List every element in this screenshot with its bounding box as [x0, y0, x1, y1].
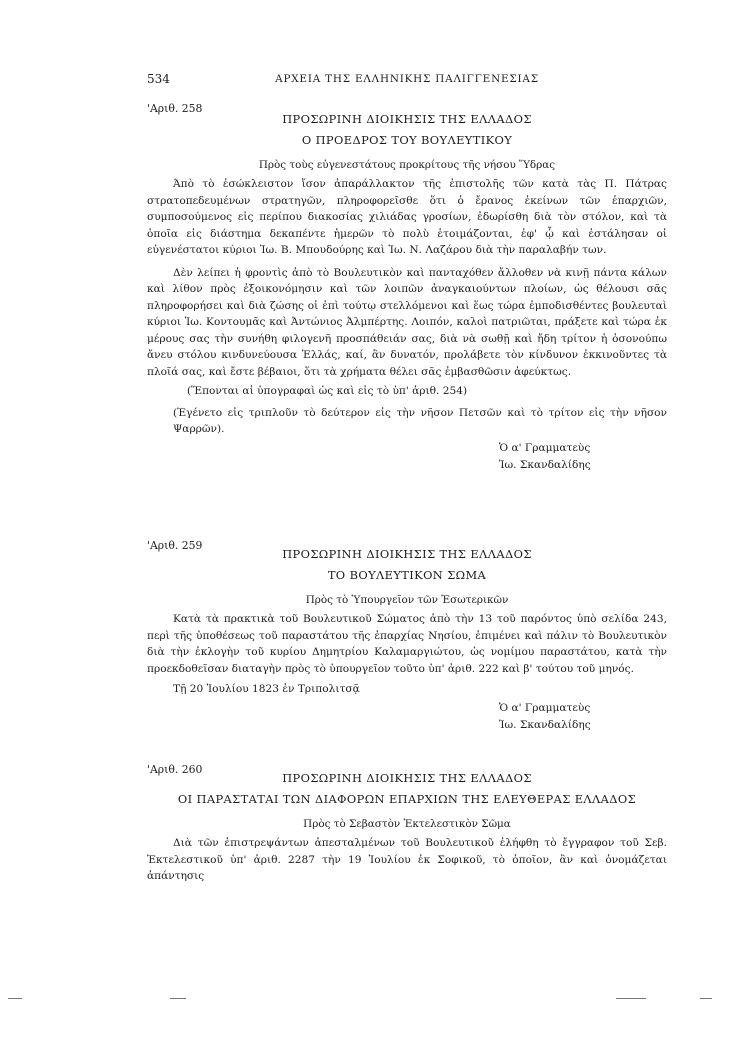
- signature-name: Ἰω. Σκανδαλίδης: [499, 718, 591, 731]
- scan-edge-mark: [700, 998, 712, 999]
- page-number: 534: [147, 72, 170, 86]
- document-date: Τῇ 20 Ἰουλίου 1823 ἐν Τριπολιτσᾷ: [173, 683, 360, 696]
- scan-edge-mark: [8, 998, 22, 999]
- document-258: [147, 101, 667, 474]
- scan-edge-mark: [616, 998, 646, 999]
- document-number: 'Αριθ. 258: [147, 102, 203, 115]
- running-header: [147, 70, 667, 86]
- document-subheading: ΤΟ ΒΟΥΛΕΥΤΙΚΟΝ ΣΩΜΑ: [327, 568, 487, 582]
- addressee: Πρὸς τὸ Ὑπουργεῖον τῶν Ἐσωτερικῶν: [305, 594, 509, 606]
- body-paragraph: Διὰ τῶν ἐπιστρεψάντων ἀπεσταλμένων τοῦ Βουλευτικοῦ ἐλήφθη τὸ ἔγγραφον τοῦ Σεβ. Ἐκτελεστικοῦ ὑπ' ἀριθ. 2287 τὴν 19 Ἰουλίου ἐκ Σοφικοῦ, τὸ ὁποῖον, ἂν καὶ ὀνομάζεται ἀπάντησις: [147, 837, 667, 883]
- addressee: Πρὸς τὸ Σεβαστὸν Ἐκτελεστικὸν Σῶμα: [303, 818, 511, 830]
- addressee: Πρὸς τοὺς εὐγενεστάτους προκρίτους τῆς νήσου Ὕδρας: [258, 159, 556, 171]
- editorial-note: (Ἐγένετο εἰς τριπλοῦν τὸ δεύτερον εἰς τὴν νῆσον Πετσῶν καὶ τὸ τρίτον εἰς τὴν νῆσον Ψαρρῶν).: [173, 406, 667, 436]
- document-heading: ΠΡΟΣΩΡΙΝΗ ΔΙΟΙΚΗΣΙΣ ΤΗΣ ΕΛΛΑΔΟΣ: [282, 771, 532, 785]
- document-subheading: Ο ΠΡΟΕΔΡΟΣ ΤΟΥ ΒΟΥΛΕΥΤΙΚΟΥ: [301, 133, 513, 147]
- document-subheading: ΟΙ ΠΑΡΑΣΤΑΤΑΙ ΤΩΝ ΔΙΑΦΟΡΩΝ ΕΠΑΡΧΙΩΝ ΤΗΣ ΕΛΕΥΘΕΡΑΣ ΕΛΛΑΔΟΣ: [177, 792, 637, 806]
- signature-name: Ἰω. Σκανδαλίδης: [499, 458, 591, 471]
- document-heading: ΠΡΟΣΩΡΙΝΗ ΔΙΟΙΚΗΣΙΣ ΤΗΣ ΕΛΛΑΔΟΣ: [282, 112, 532, 126]
- document-heading: ΠΡΟΣΩΡΙΝΗ ΔΙΟΙΚΗΣΙΣ ΤΗΣ ΕΛΛΑΔΟΣ: [282, 547, 532, 561]
- signature-title: Ὁ α' Γραμματεὺς: [499, 441, 591, 454]
- running-title: ΑΡΧΕΙΑ ΤΗΣ ΕΛΛΗΝΙΚΗΣ ΠΑΛΙΓΓΕΝΕΣΙΑΣ: [275, 73, 539, 85]
- body-paragraph: Ἀπὸ τὸ ἐσώκλειστον ἴσον ἀπαράλλακτον τῆς ἐπιστολῆς τῶν κατὰ τὰς Π. Πάτρας στρατοπεδευμένων στρατηγῶν, πληροφορεῖσθε ὅτι ὁ ἔρανος ἐκείνων τῶν ἐπαρχιῶν, συμποσούμενος εἰς περίπου διακοσίας χιλιάδας γροσίων, ἐδωρίσθη διὰ τὸν στόλον, καὶ τὰ ὁποῖα εἰς διάστημα δεκαπέντε ἡμερῶν τὸ πολὺ ἑτοιμάζονται, ἐφ' ᾧ καὶ ἐστάλησαν οἱ εὐγενέστατοι κύριοι Ἰω. Β. Μπουδούρης καὶ Ἰω. Ν. Λαζάρου διὰ τὴν παραλαβήν των.: [147, 178, 667, 257]
- signature-block: [499, 440, 667, 474]
- document-260: [147, 762, 667, 885]
- signature-title: Ὁ α' Γραμματεὺς: [499, 701, 591, 714]
- document-number: 'Αριθ. 259: [147, 539, 203, 552]
- body-paragraph: Κατὰ τὰ πρακτικὰ τοῦ Βουλευτικοῦ Σώματος ἀπὸ τὴν 13 τοῦ παρόντος ὑπὸ σελίδα 243, περὶ τῆς ὑποθέσεως τοῦ παραστάτου τῆς ἐπαρχίας Νησίου, ἐπιμένει καὶ πάλιν τὸ Βουλευτικὸν διὰ τὴν ἐκλογὴν τοῦ κυρίου Δημητρίου Καλαμαργιώτου, ὡς νομίμου παραστάτου, κατὰ τὴν προεκδοθεῖσαν διαταγὴν πρὸς τὸ ὑπουργεῖον τοῦτο ὑπ' ἀριθ. 222 καὶ β' τούτου τοῦ μηνός.: [147, 613, 667, 675]
- document-number: 'Αριθ. 260: [147, 763, 203, 776]
- document-259: [147, 538, 667, 734]
- scan-edge-mark: [170, 998, 186, 999]
- body-paragraph: Δὲν λείπει ἡ φροντὶς ἀπὸ τὸ Βουλευτικὸν καὶ πανταχόθεν ἄλλοθεν νὰ κινῇ πάντα κάλων καὶ λίθον πρὸς ἐξοικονόμησιν καὶ τῶν λοιπῶν ἀναγκαιούντων πλοίων, ὡς θέλουσι σᾶς πληροφορήσει καὶ διὰ ζώσης οἱ ἐπὶ τούτῳ στελλόμενοι καὶ ἕως τώρα ἐμποδισθέντες βουλευταὶ κύριοι Ἰω. Κοντουμᾶς καὶ Ἀντώνιος Ἀλμπέρτης. Λοιπόν, καλοὶ πατριῶται, πράξετε καὶ τώρα ἐκ μέρους σας τὴν συνήθη φιλογενῆ προσπάθειάν σας, διὰ νὰ σωθῇ καὶ ἤδη τρίτον ἡ ὁσονούπω ἄνευ στόλου κινδυνεύουσα Ἑλλάς, καί, ἂν δυνατόν, προλάβετε τὸν κίνδυνον ἐκκινοῦντες τὰ πλοῖά σας, καὶ ἔστε βέβαιοι, ὅτι τὰ χρήματα θέλει σᾶς ἐμβασθῶσιν ἀφεύκτως.: [147, 266, 667, 378]
- editorial-note: (Ἕπονται αἱ ὑπογραφαὶ ὡς καὶ εἰς τὸ ὑπ' ἀριθ. 254): [187, 385, 468, 398]
- signature-block: [499, 700, 667, 734]
